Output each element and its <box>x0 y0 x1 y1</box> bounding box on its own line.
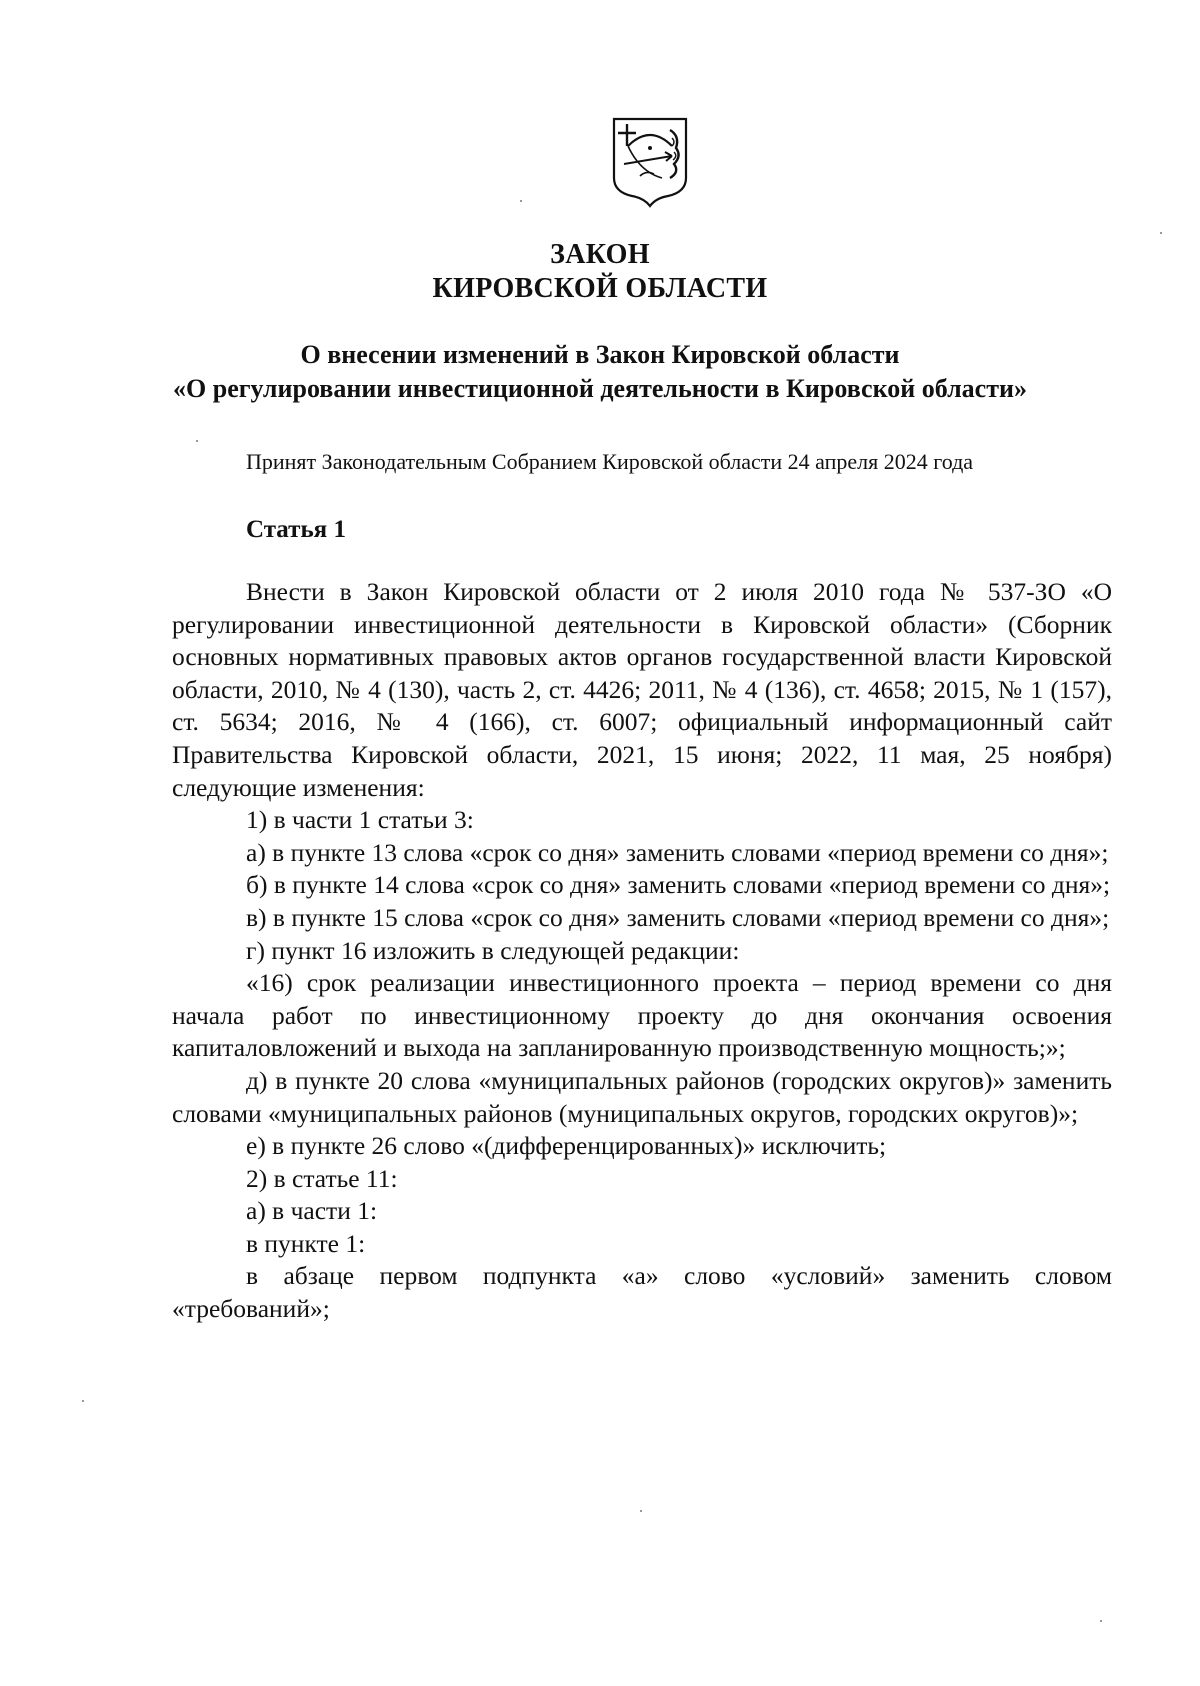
law-title: ЗАКОН <box>550 239 650 270</box>
article-paragraph: в пункте 1: <box>246 1228 366 1258</box>
law-subject-line-2: «О регулировании инвестиционной деятельности в Кировской области» <box>173 374 1027 403</box>
article-paragraph: 1) в части 1 статьи 3: <box>246 805 474 835</box>
article-paragraph: «16) срок реализации инвестиционного проекта – период времени со дня начала работ по инвестиционному проекту до дня окончания освоения капиталовложений и выхода на запланированную производственную мощность;»; <box>172 968 1112 1063</box>
article-paragraph: б) в пункте 14 слова «срок со дня» заменить словами «период времени со дня»; <box>246 870 1111 900</box>
scan-speck <box>640 1510 642 1512</box>
article-paragraph: в) в пункте 15 слова «срок со дня» заменить словами «период времени со дня»; <box>246 902 1110 932</box>
scan-speck <box>1160 232 1162 234</box>
adoption-statement: Принят Законодательным Собранием Кировской области 24 апреля 2024 года <box>246 449 974 474</box>
article-paragraph: Внести в Закон Кировской области от 2 июля 2010 года № 537-ЗО «О регулировании инвестиционной деятельности в Кировской области» (Сборник основных нормативных правовых актов органов государственной власти Кировской области, 2010, № 4 (130), часть 2, ст. 4426; 2011, № 4 (136), ст. 4658; 2015, № 1 (157), ст. 5634; 2016, № 4 (166), ст. 6007; официальный информационный сайт Правительства Кировской области, 2021, 15 июня; 2022, 11 мая, 25 ноября) следующие изменения: <box>172 577 1112 802</box>
scan-speck <box>196 440 198 442</box>
article-paragraph: 2) в статье 11: <box>246 1163 398 1193</box>
article-paragraph: д) в пункте 20 слова «муниципальных районов (городских округов)» заменить словами «муниципальных районов (муниципальных округов, городских округов)»; <box>172 1065 1112 1128</box>
kirov-oblast-coat-of-arms-icon <box>610 116 690 208</box>
article-paragraph: а) в части 1: <box>246 1196 378 1226</box>
article-paragraph: г) пункт 16 изложить в следующей редакции: <box>246 935 740 965</box>
article-paragraph: а) в пункте 13 слова «срок со дня» заменить словами «период времени со дня»; <box>246 837 1109 867</box>
law-subject-line-1: О внесении изменений в Закон Кировской области <box>300 340 900 369</box>
law-region-title: КИРОВСКОЙ ОБЛАСТИ <box>432 273 768 304</box>
article-paragraph: е) в пункте 26 слово «(дифференцированных)» исключить; <box>246 1131 887 1161</box>
article-body <box>172 576 1112 1326</box>
article-heading: Статья 1 <box>246 516 346 543</box>
article-paragraph: в абзаце первом подпункта «а» слово «условий» заменить словом «требований»; <box>172 1261 1112 1324</box>
scan-speck <box>82 1400 84 1402</box>
scan-speck <box>520 200 522 202</box>
scan-speck <box>1100 1620 1102 1622</box>
